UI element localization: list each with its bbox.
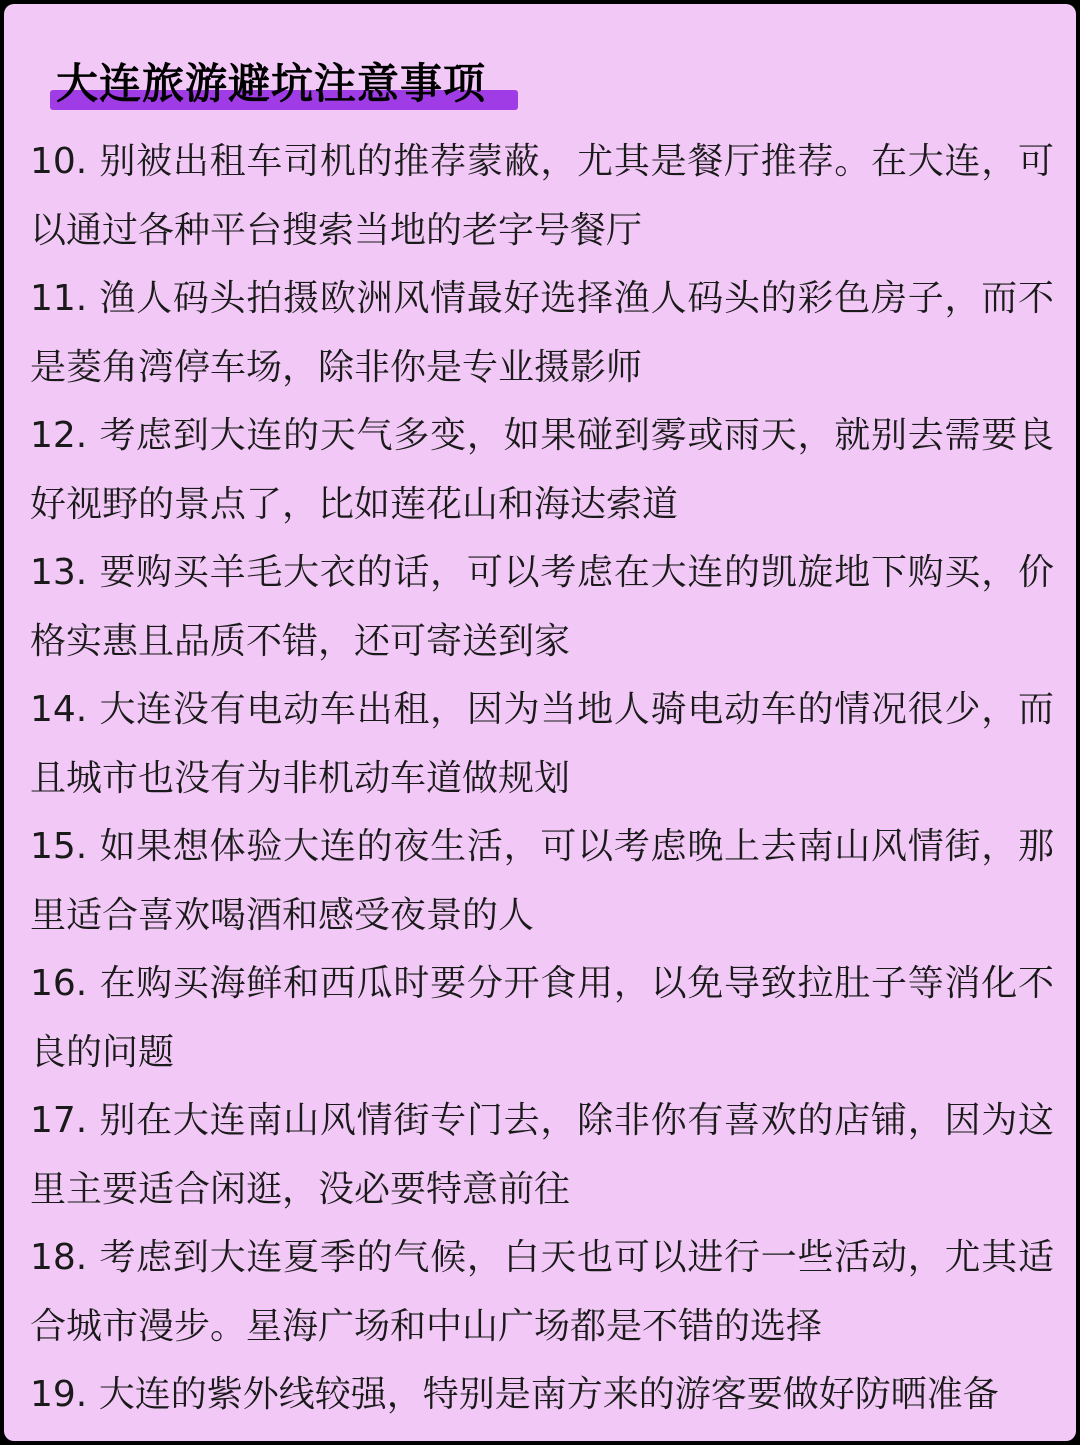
tips-list [30,128,1054,1430]
title-block [50,54,486,114]
tip-item-15: 15. 如果想体验大连的夜生活，可以考虑晚上去南山风情街，那里适合喜欢喝酒和感受夜景的人 [30,826,1054,936]
tip-item-10: 10. 别被出租车司机的推荐蒙蔽，尤其是餐厅推荐。在大连，可以通过各种平台搜索当地的老字号餐厅 [30,141,1054,251]
page-title: 大连旅游避坑注意事项 [56,59,487,108]
tip-item-19: 19. 大连的紫外线较强，特别是南方来的游客要做好防晒准备 [30,1374,999,1415]
tip-item-18: 18. 考虑到大连夏季的气候，白天也可以进行一些活动，尤其适合城市漫步。星海广场和中山广场都是不错的选择 [30,1237,1054,1347]
tip-item-11: 11. 渔人码头拍摄欧洲风情最好选择渔人码头的彩色房子，而不是菱角湾停车场，除非你是专业摄影师 [30,278,1054,388]
note-card [4,4,1076,1441]
tip-item-12: 12. 考虑到大连的天气多变，如果碰到雾或雨天，就别去需要良好视野的景点了，比如莲花山和海达索道 [30,415,1054,525]
tip-item-13: 13. 要购买羊毛大衣的话，可以考虑在大连的凯旋地下购买，价格实惠且品质不错，还可寄送到家 [30,552,1054,662]
tip-item-17: 17. 别在大连南山风情街专门去，除非你有喜欢的店铺，因为这里主要适合闲逛，没必要特意前往 [30,1100,1054,1210]
tip-item-16: 16. 在购买海鲜和西瓜时要分开食用，以免导致拉肚子等消化不良的问题 [30,963,1054,1073]
tip-item-14: 14. 大连没有电动车出租，因为当地人骑电动车的情况很少，而且城市也没有为非机动车道做规划 [30,689,1054,799]
